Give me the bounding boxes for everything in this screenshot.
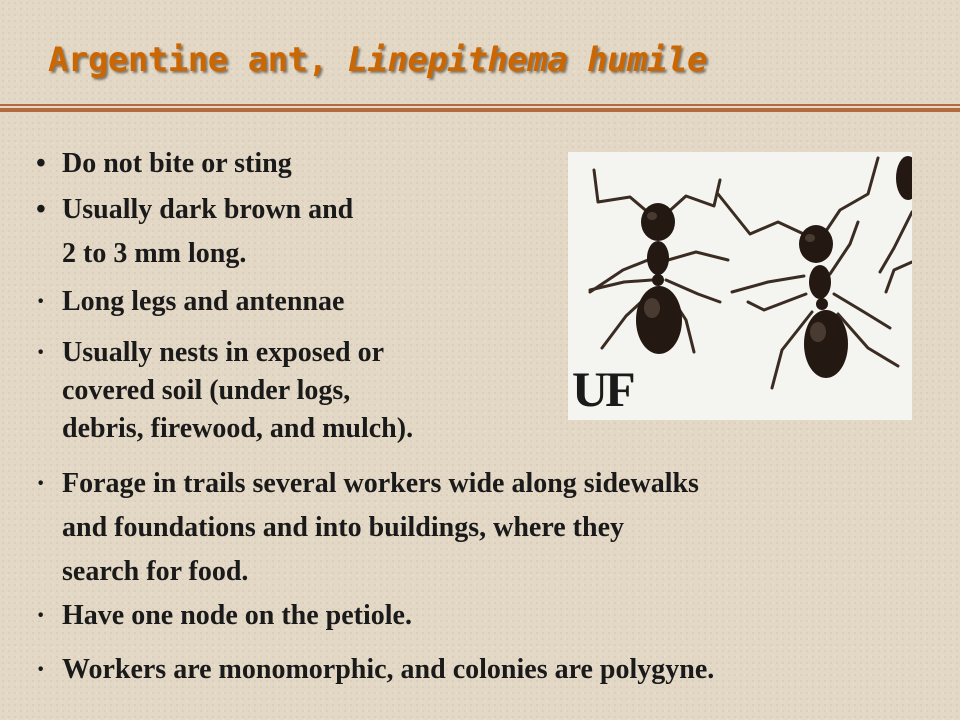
- bullet-mark: ·: [36, 600, 46, 631]
- bullet-line: Forage in trails several workers wide along sidewalks: [62, 468, 699, 499]
- bullet-line: Usually dark brown and: [62, 194, 354, 225]
- bullet-line: Have one node on the petiole.: [62, 600, 412, 631]
- bullet-item: [36, 188, 353, 276]
- bullet-line: and foundations and into buildings, where they: [62, 512, 624, 543]
- bullet-line: covered soil (under logs,: [62, 375, 351, 406]
- title-divider: [0, 104, 960, 112]
- bullet-line: search for food.: [62, 556, 249, 587]
- bullet-line: Usually nests in exposed or: [62, 337, 385, 368]
- bullet-line: Do not bite or sting: [62, 148, 292, 179]
- bullet-item: [36, 648, 714, 692]
- bullet-mark: ·: [36, 286, 46, 317]
- bullet-item: [36, 280, 344, 324]
- bullet-mark: •: [36, 194, 46, 225]
- bullet-line: 2 to 3 mm long.: [62, 238, 247, 269]
- bullet-mark: ·: [36, 468, 46, 499]
- bullet-line: Workers are monomorphic, and colonies are polygyne.: [62, 654, 715, 685]
- uf-logo: UF: [572, 361, 633, 417]
- title-scientific-name: Linepithema humile: [347, 40, 708, 80]
- title-common-name: Argentine ant,: [48, 40, 348, 80]
- bullet-line: debris, firewood, and mulch).: [62, 413, 414, 444]
- bullet-mark: •: [36, 148, 46, 179]
- bullet-item: [36, 334, 413, 448]
- ant-photo: [568, 152, 912, 420]
- bullet-mark: ·: [36, 337, 46, 368]
- bullet-item: [36, 462, 699, 594]
- bullet-line: Long legs and antennae: [62, 286, 345, 317]
- bullet-item: [36, 594, 412, 638]
- bullet-mark: ·: [36, 654, 46, 685]
- slide-title: [48, 40, 707, 80]
- bullet-item: [36, 142, 292, 186]
